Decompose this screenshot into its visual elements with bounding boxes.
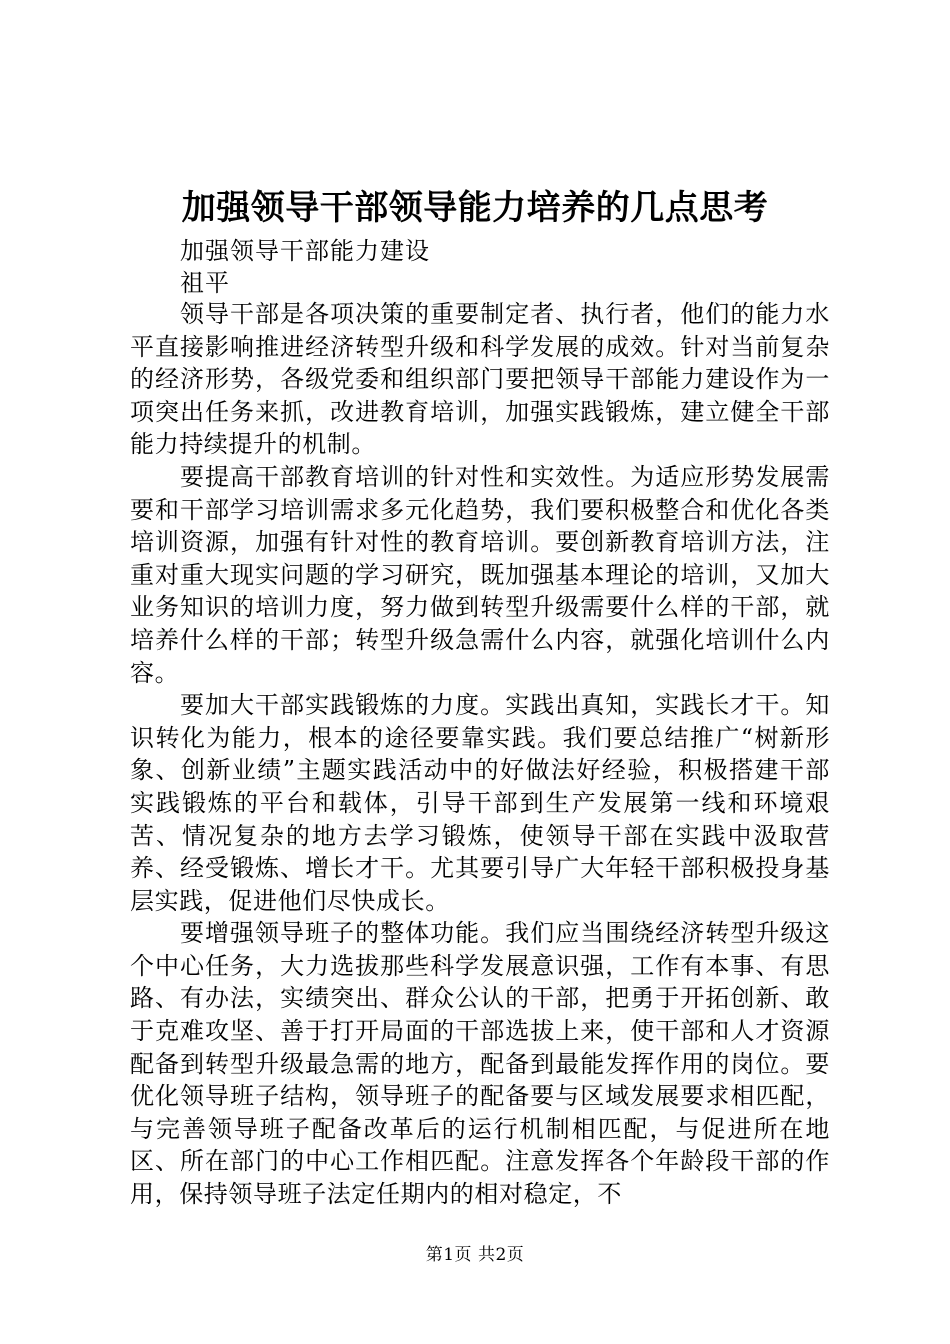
document-title: 加强领导干部领导能力培养的几点思考	[181, 188, 769, 228]
document-subtitle: 加强领导干部能力建设	[180, 237, 430, 265]
page-number-footer: 第1页 共2页	[425, 1245, 525, 1265]
body-paragraph: 要增强领导班子的整体功能。我们应当围绕经济转型升级这个中心任务，大力选拔那些科学发展意识强，工作有本事、有思路、有办法，实绩突出、群众公认的干部，把勇于开拓创新、敢于克难攻坚、善于打开局面的干部选拔上来，使干部和人才资源配备到转型升级最急需的地方，配备到最能发挥作用的岗位。要优化领导班子结构，领导班子的配备要与区域发展要求相匹配，与完善领导班子配备改革后的运行机制相匹配，与促进所在地区、所在部门的中心工作相匹配。注意发挥各个年龄段干部的作用，保持领导班子法定任期内的相对稳定，不	[130, 919, 830, 1209]
document-body	[130, 298, 830, 1211]
body-paragraph: 要提高干部教育培训的针对性和实效性。为适应形势发展需要和干部学习培训需求多元化趋势，我们要积极整合和优化各类培训资源，加强有针对性的教育培训。要创新教育培训方法，注重对重大现实问题的学习研究，既加强基本理论的培训，又加大业务知识的培训力度，努力做到转型升级需要什么样的干部，就培养什么样的干部；转型升级急需什么内容，就强化培训什么内容。	[130, 462, 830, 687]
body-paragraph: 领导干部是各项决策的重要制定者、执行者，他们的能力水平直接影响推进经济转型升级和科学发展的成效。针对当前复杂的经济形势，各级党委和组织部门要把领导干部能力建设作为一项突出任务来抓，改进教育培训，加强实践锻炼，建立健全干部能力持续提升的机制。	[130, 300, 830, 459]
body-paragraph: 要加大干部实践锻炼的力度。实践出真知，实践长才干。知识转化为能力，根本的途径要靠实践。我们要总结推广“树新形象、创新业绩”主题实践活动中的好做法好经验，积极搭建干部实践锻炼的平台和载体，引导干部到生产发展第一线和环境艰苦、情况复杂的地方去学习锻炼，使领导干部在实践中汲取营养、经受锻炼、增长才干。尤其要引导广大年轻干部积极投身基层实践，促进他们尽快成长。	[130, 691, 830, 915]
document-author: 祖平	[180, 269, 230, 297]
